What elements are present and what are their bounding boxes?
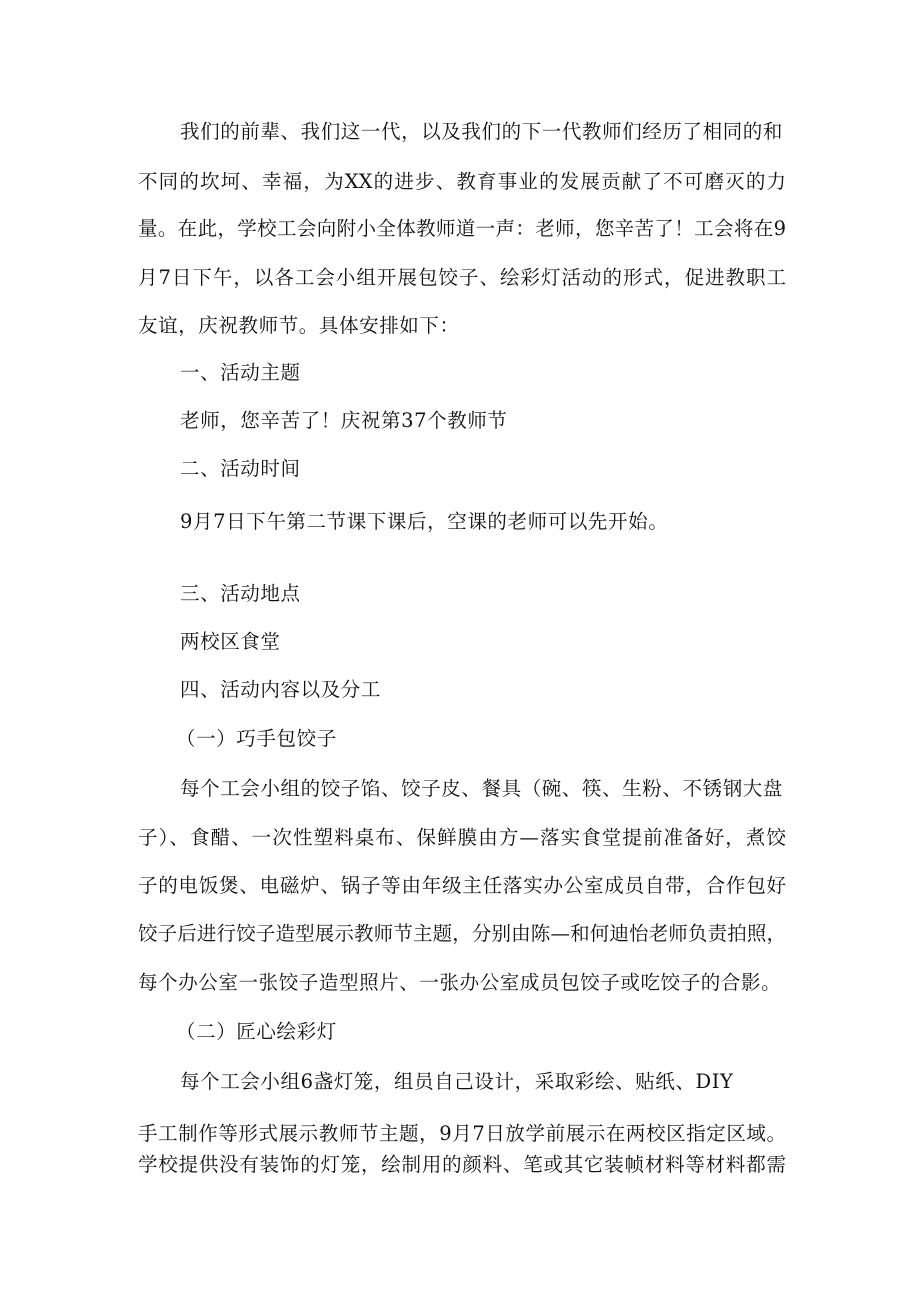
part2-heading: （二）匠心绘彩灯 — [176, 1020, 337, 1043]
section2-heading: 二、活动时间 — [180, 457, 301, 480]
part1-line-4: 饺子后进行饺子造型展示教师节主题，分别由陈—和何迪怡老师负责拍照， — [138, 922, 786, 945]
intro-line-5: 友谊，庆祝教师节。具体安排如下： — [138, 314, 460, 337]
section2-content: 9月7日下午第二节课下课后，空课的老师可以先开始。 — [180, 510, 669, 533]
part1-line-1: 每个工会小组的饺子馅、饺子皮、餐具（碗、筷、生粉、不锈钢大盘 — [180, 777, 784, 800]
section1-heading: 一、活动主题 — [180, 361, 301, 384]
part2-line-3: 学校提供没有装饰的灯笼，绘制用的颜料、笔或其它装帧材料等材料都需 — [138, 1153, 786, 1176]
intro-line-2: 不同的坎坷、幸福，为XX的进步、教育事业的发展贡献了不可磨灭的力 — [138, 170, 786, 193]
section3-heading: 三、活动地点 — [180, 582, 301, 605]
part2-line-2: 手工制作等形式展示教师节主题，9月7日放学前展示在两校区指定区域。 — [138, 1122, 786, 1145]
part1-line-3: 子的电饭煲、电磁炉、锅子等由年级主任落实办公室成员自带，合作包好 — [138, 874, 786, 897]
part1-heading: （一）巧手包饺子 — [176, 727, 337, 750]
section4-heading: 四、活动内容以及分工 — [180, 678, 382, 701]
intro-line-1: 我们的前辈、我们这一代，以及我们的下一代教师们经历了相同的和 — [180, 120, 784, 143]
section3-content: 两校区食堂 — [180, 630, 281, 653]
intro-line-4: 月7日下午，以各工会小组开展包饺子、绘彩灯活动的形式，促进教职工 — [138, 266, 786, 289]
part2-line-1: 每个工会小组6盏灯笼，组员自己设计，采取彩绘、贴纸、DIY — [180, 1070, 734, 1093]
intro-line-3: 量。在此，学校工会向附小全体教师道一声：老师，您辛苦了！工会将在9 — [138, 217, 786, 240]
section1-content: 老师，您辛苦了！庆祝第37个教师节 — [180, 409, 508, 432]
part1-line-2: 子）、食醋、一次性塑料桌布、保鲜膜由方—落实食堂提前准备好，煮饺 — [138, 826, 786, 849]
part1-line-5: 每个办公室一张饺子造型照片、一张办公室成员包饺子或吃饺子的合影。 — [138, 971, 782, 994]
